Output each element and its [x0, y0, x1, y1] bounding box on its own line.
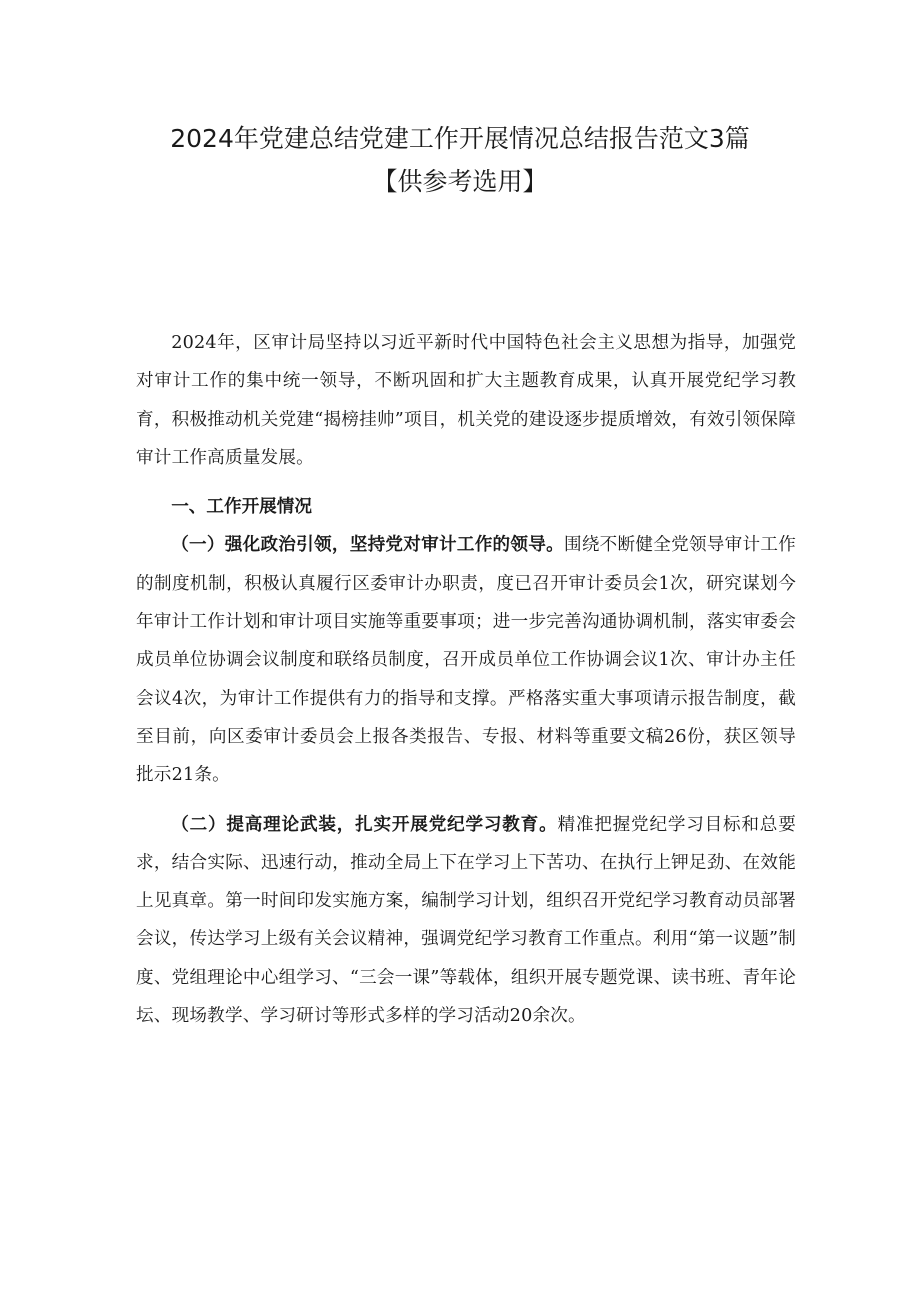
item-2-paragraph	[136, 806, 796, 1036]
intro-paragraph: 2024年，区审计局坚持以习近平新时代中国特色社会主义思想为指导，加强党对审计工作的集中统一领导，不断巩固和扩大主题教育成果，认真开展党纪学习教育，积极推动机关党建“揭榜挂帅”项目，机关党的建设逐步提质增效，有效引领保障审计工作高质量发展。	[136, 333, 796, 468]
item-2-lead: （二）提高理论武装，扎实开展党纪学习教育。	[171, 813, 558, 835]
item-1-paragraph	[136, 526, 796, 794]
item-1-text: 围绕不断健全党领导审计工作的制度机制，积极认真履行区委审计办职责，度已召开审计委员会1次，研究谋划今年审计工作计划和审计项目实施等重要事项；进一步完善沟通协调机制，落实审委会成员单位协调会议制度和联络员制度，召开成员单位工作协调会议1次、审计办主任会议4次，为审计工作提供有力的指导和支撑。严格落实重大事项请示报告制度，截至目前，向区委审计委员会上报各类报告、专报、材料等重要文稿26份，获区领导批示21条。	[136, 535, 797, 786]
section-heading: 一、工作开展情况	[171, 496, 312, 518]
document-body	[136, 324, 796, 1035]
document-title: 2024年党建总结党建工作开展情况总结报告范文3篇	[170, 124, 750, 153]
document-subtitle: 【供参考选用】	[372, 167, 548, 196]
item-1-lead: （一）强化政治引领，坚持党对审计工作的领导。	[171, 534, 564, 556]
item-2-text: 精准把握党纪学习目标和总要求，结合实际、迅速行动，推动全局上下在学习上下苦功、在执行上钾足劲、在效能上见真章。第一时间印发实施方案，编制学习计划，组织召开党纪学习教育动员部署会议，传达学习上级有关会议精神，强调党纪学习教育工作重点。利用“第一议题”制度、党组理论中心组学习、“三会一课”等载体，组织开展专题党课、读书班、青年论坛、现场教学、学习研讨等形式多样的学习活动20余次。	[136, 814, 796, 1027]
